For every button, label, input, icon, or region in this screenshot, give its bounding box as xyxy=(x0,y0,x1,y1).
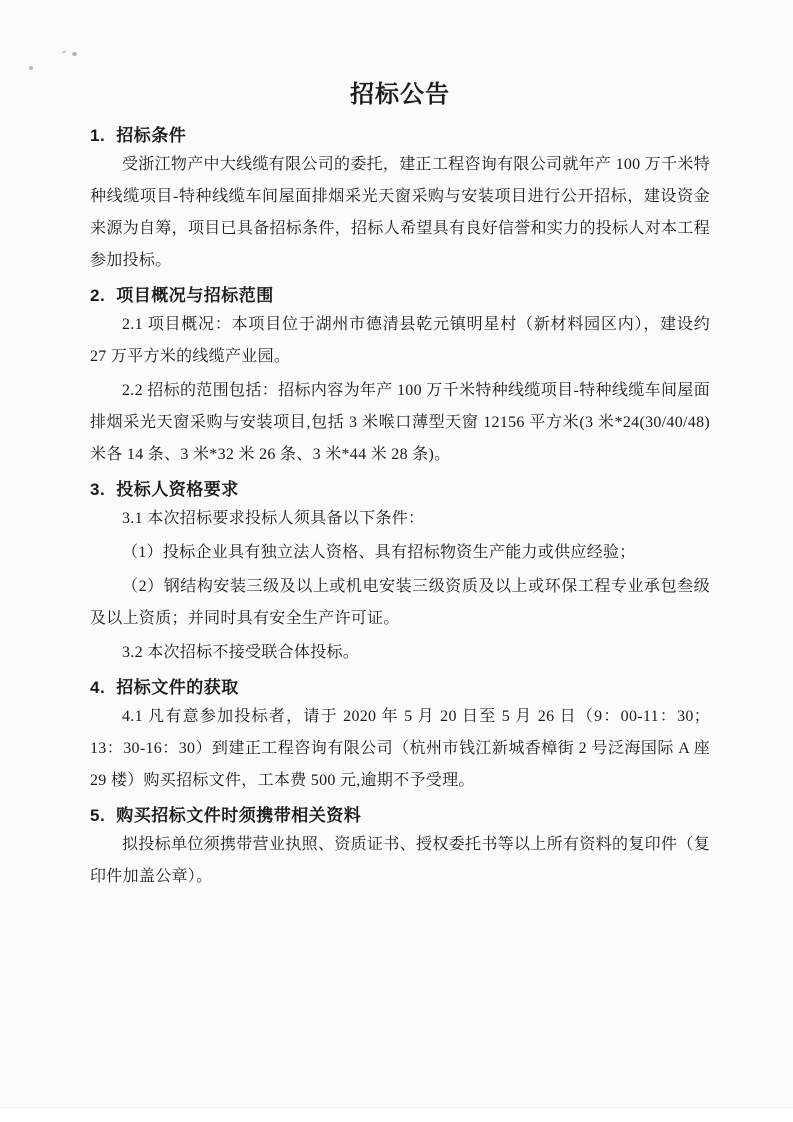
scan-edge xyxy=(0,1107,793,1122)
section-heading-3 xyxy=(90,479,710,501)
section-heading-4 xyxy=(90,677,710,699)
section-heading-5 xyxy=(90,805,710,827)
section-title: 购买招标文件时须携带相关资料 xyxy=(116,806,362,825)
section-title: 投标人资格要求 xyxy=(116,480,239,499)
section-title: 招标文件的获取 xyxy=(116,678,239,697)
scan-smudge xyxy=(29,66,33,70)
paragraph-3-2: （1）投标企业具有独立法人资格、具有招标物资生产能力或供应经验； xyxy=(122,544,636,561)
section-heading-2 xyxy=(90,285,710,307)
section-number: 3. xyxy=(90,480,106,499)
paragraph-4-1: 4.1 凡有意参加投标者，请于 2020 年 5 月 20 日至 5 月 26 日（9：00-11：30；13：30-16：30）到建正工程咨询有限公司（杭州市钱江新城香樟街 2 号泛海国际 A 座 29 楼）购买招标文件，工本费 500 元,逾期不予受理。 xyxy=(90,708,710,789)
section-number: 5. xyxy=(90,806,106,825)
scan-smudge xyxy=(62,50,66,54)
section-title: 项目概况与招标范围 xyxy=(116,286,274,305)
document-body xyxy=(90,125,710,893)
paragraph-3-3: （2）钢结构安装三级及以上或机电安装三级资质及以上或环保工程专业承包叁级及以上资质；并同时具有安全生产许可证。 xyxy=(90,578,710,627)
paragraph-2-1: 2.1 项目概况：本项目位于湖州市德清县乾元镇明星村（新材料园区内），建设约 27 万平方米的线缆产业园。 xyxy=(90,316,710,365)
section-title: 招标条件 xyxy=(116,126,187,145)
paragraph-5-1: 拟投标单位须携带营业执照、资质证书、授权委托书等以上所有资料的复印件（复印件加盖公章）。 xyxy=(90,836,710,885)
scan-smudge xyxy=(72,52,77,56)
section-heading-1 xyxy=(90,125,710,147)
section-number: 2. xyxy=(90,286,106,305)
paragraph-1-1: 受浙江物产中大线缆有限公司的委托，建正工程咨询有限公司就年产 100 万千米特种线缆项目-特种线缆车间屋面排烟采光天窗采购与安装项目进行公开招标，建设资金来源为自筹，项目已具备招标条件，招标人希望具有良好信誉和实力的投标人对本工程参加投标。 xyxy=(90,156,710,269)
paragraph-3-4: 3.2 本次招标不接受联合体投标。 xyxy=(122,644,360,661)
section-number: 1. xyxy=(90,126,106,145)
section-number: 4. xyxy=(90,678,106,697)
document-title: 招标公告 xyxy=(350,81,450,108)
paragraph-2-2: 2.2 招标的范围包括：招标内容为年产 100 万千米特种线缆项目-特种线缆车间屋面排烟采光天窗采购与安装项目,包括 3 米喉口薄型天窗 12156 平方米(3 米*24(30/40/48)米各 14 条、3 米*32 米 26 条、3 米*44 米 28 条)。 xyxy=(90,382,710,463)
paragraph-3-1: 3.1 本次招标要求投标人须具备以下条件： xyxy=(122,510,425,527)
